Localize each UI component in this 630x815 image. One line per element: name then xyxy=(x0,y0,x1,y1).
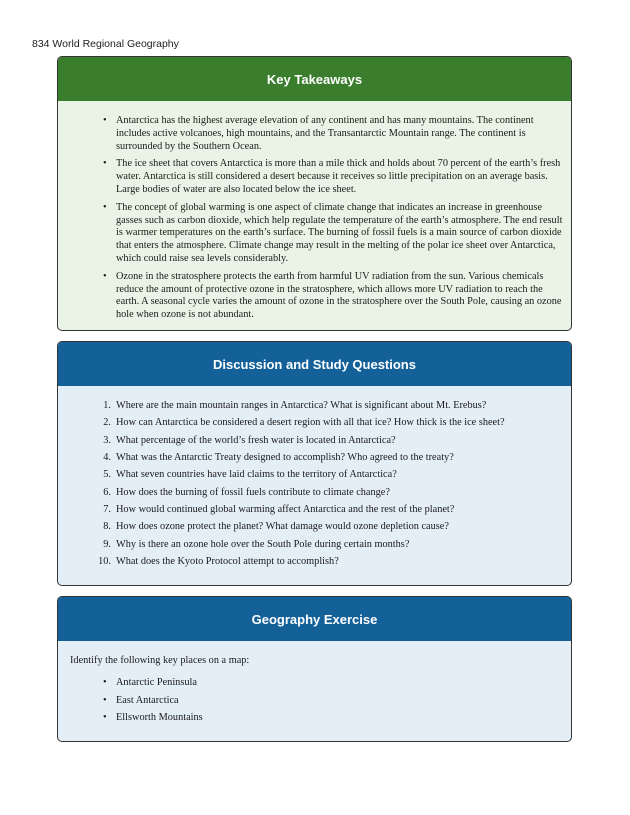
key-takeaways-box xyxy=(57,56,572,331)
question-number: 2. xyxy=(103,417,111,429)
key-takeaways-title: Key Takeaways xyxy=(58,57,571,101)
places-list xyxy=(58,677,571,725)
list-item xyxy=(58,435,571,448)
list-item: • Ellsworth Mountains xyxy=(58,712,571,725)
exercise-intro: Identify the following key places on a map: xyxy=(70,655,250,666)
discussion-box xyxy=(57,341,572,586)
list-item: • Antarctic Peninsula xyxy=(58,677,571,690)
question-text: Why is there an ozone hole over the South Pole during certain months? xyxy=(116,538,410,550)
list-item xyxy=(58,539,571,552)
list-item xyxy=(58,400,571,413)
list-item xyxy=(58,452,571,465)
question-text: How would continued global warming affect Antarctica and the rest of the planet? xyxy=(116,504,455,516)
questions-list xyxy=(58,386,571,569)
list-item xyxy=(58,504,571,517)
question-number: 10. xyxy=(98,556,111,568)
list-item: • Ozone in the stratosphere protects the earth from harmful UV radiation from the sun. Various chemicals reduce the amount of protective ozone in the stratosphere, which allows more UV radiation to reach the earth. A seasonal cycle varies the amount of ozone in the stratosphere over the South Pole, causing an ozone hole when ozone is not abundant. xyxy=(58,271,571,322)
question-text: What does the Kyoto Protocol attempt to accomplish? xyxy=(116,556,339,568)
list-item: • The ice sheet that covers Antarctica is more than a mile thick and holds about 70 percent of the earth’s fresh water. Antarctica is still considered a desert because it receives so little precipitation on an average basis. Large bodies of water are also located below the ice sheet. xyxy=(58,158,571,196)
question-number: 8. xyxy=(103,521,111,533)
question-text: What seven countries have laid claims to the territory of Antarctica? xyxy=(116,469,397,481)
question-text: What was the Antarctic Treaty designed to accomplish? Who agreed to the treaty? xyxy=(116,452,454,464)
exercise-box xyxy=(57,596,572,742)
question-text: How does the burning of fossil fuels contribute to climate change? xyxy=(116,486,390,498)
list-item: • Antarctica has the highest average elevation of any continent and has many mountains. The continent includes active volcanoes, high mountains, and the Transantarctic Mountain range. The continent is surrounded by the Southern Ocean. xyxy=(58,115,571,153)
list-item xyxy=(58,417,571,430)
list-item xyxy=(58,487,571,500)
question-text: How does ozone protect the planet? What damage would ozone depletion cause? xyxy=(116,521,449,533)
discussion-title: Discussion and Study Questions xyxy=(58,342,571,386)
running-head: 834 World Regional Geography xyxy=(32,38,179,50)
exercise-title: Geography Exercise xyxy=(58,597,571,641)
question-text: What percentage of the world’s fresh water is located in Antarctica? xyxy=(116,434,396,446)
list-item xyxy=(58,556,571,569)
question-number: 7. xyxy=(103,504,111,516)
question-number: 6. xyxy=(103,486,111,498)
question-number: 4. xyxy=(103,452,111,464)
question-number: 1. xyxy=(103,400,111,411)
list-item: • The concept of global warming is one aspect of climate change that indicates an increase in greenhouse gasses such as carbon dioxide, which help regulate the temperature of the earth’s atmosphere. The end result is warmer temperatures on the earth’s surface. The burning of fossil fuels is a main source of carbon dioxide that enters the atmosphere. Climate change may result in the melting of the polar ice sheet over Antarctica, which could raise sea levels considerably. xyxy=(58,202,571,266)
list-item xyxy=(58,469,571,482)
question-number: 3. xyxy=(103,434,111,446)
question-number: 5. xyxy=(103,469,111,481)
question-text: How can Antarctica be considered a desert region with all that ice? How thick is the ice sheet? xyxy=(116,417,505,429)
list-item: • East Antarctica xyxy=(58,695,571,708)
key-takeaways-list xyxy=(58,101,571,322)
question-text: Where are the main mountain ranges in Antarctica? What is significant about Mt. Erebus? xyxy=(116,400,487,411)
list-item xyxy=(58,521,571,534)
question-number: 9. xyxy=(103,538,111,550)
